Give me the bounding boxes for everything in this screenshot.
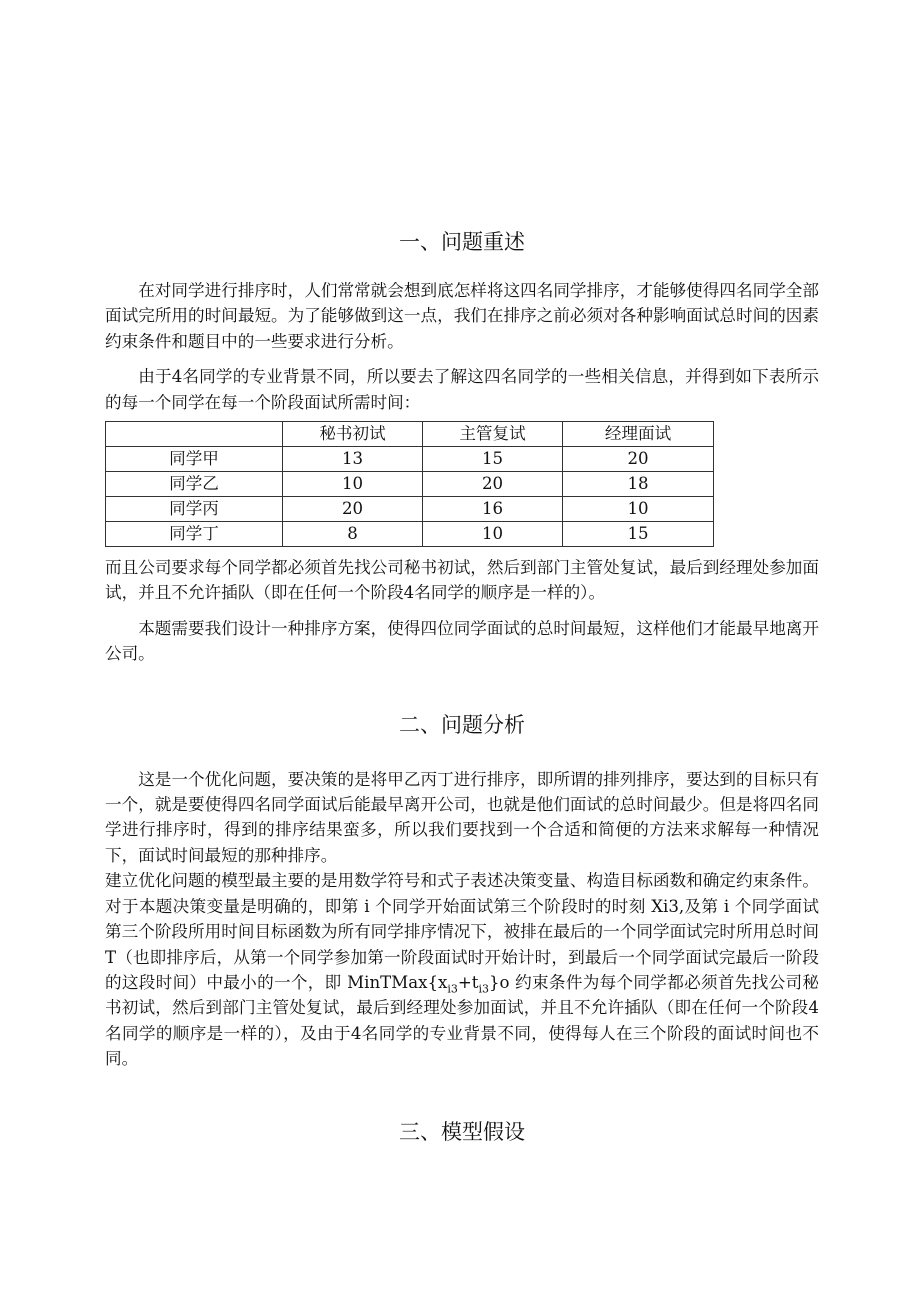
table-cell: 20 <box>423 472 563 497</box>
paragraph: 由于4名同学的专业背景不同，所以要去了解这四名同学的一些相关信息，并得到如下表所示的每一个同学在每一个阶段面试所需时间： <box>105 367 819 412</box>
table-row <box>106 447 714 472</box>
table-cell: 16 <box>423 497 563 522</box>
table-cell: 20 <box>563 447 714 472</box>
section-heading-1: 一、问题重述 <box>399 230 525 254</box>
text: }o 约束条件为每个同学都必须首先找公司秘书初试，然后到部门主管处复试，最后到经理处参加面试，并且不允许插队（即在任何一个阶段4名同学的顺序是一样的），及由于4名同学的专业背景不同，使得每人在三个阶段的面试时间也不同。 <box>105 972 819 1069</box>
table-header: 秘书初试 <box>283 422 423 447</box>
section-heading-2: 二、问题分析 <box>399 712 525 737</box>
paragraph: 本题需要我们设计一种排序方案，使得四位同学面试的总时间最短，这样他们才能最早地离开公司。 <box>105 618 819 664</box>
table-cell: 10 <box>283 472 423 497</box>
table-header: 主管复试 <box>423 422 563 447</box>
table-cell: 8 <box>283 522 423 547</box>
table-row <box>106 522 714 547</box>
table-header <box>106 422 283 447</box>
table-row <box>106 497 714 522</box>
table-cell: 15 <box>423 447 563 472</box>
paragraph <box>105 868 819 1071</box>
table-row <box>106 472 714 497</box>
table-header-row <box>106 422 714 447</box>
section-heading-3: 三、模型假设 <box>399 1119 525 1144</box>
table-cell: 同学甲 <box>106 447 283 472</box>
paragraph: 在对同学进行排序时，人们常常就会想到底怎样将这四名同学排序，才能够使得四名同学全部面试完所用的时间最短。为了能够做到这一点，我们在排序之前必须对各种影响面试总时间的因素约束条件和题目中的一些要求进行分析。 <box>105 281 819 351</box>
table-cell: 10 <box>563 497 714 522</box>
table-cell: 18 <box>563 472 714 497</box>
text: 建立优化问题的模型最主要的是用数学符号和式子表述决策变量、构造目标函数和确定约束条件。对于本题决策变量是明确的，即第 i 个同学开始面试第三个阶段时的时刻 Xi3,及第 i 个同学面试第三个阶段所用时间目标函数为所有同学排序情况下，被排在最后的一个同学面试完时所用总时间 T（也即排序后，从第一个同学参加第一阶段面试时开始计时，到最后一个同学面试完最后一阶段的这段时间）中最小的一个，即 MinTMax{x <box>105 871 819 992</box>
paragraph: 而且公司要求每个同学都必须首先找公司秘书初试，然后到部门主管处复试，最后到经理处参加面试，并且不允许插队（即在任何一个阶段4名同学的顺序是一样的）。 <box>105 558 819 603</box>
table-cell: 20 <box>283 497 423 522</box>
table-cell: 13 <box>283 447 423 472</box>
table-cell: 同学丁 <box>106 522 283 547</box>
table-cell: 10 <box>423 522 563 547</box>
table-header: 经理面试 <box>563 422 714 447</box>
text: +t <box>457 972 479 992</box>
table-cell: 同学丙 <box>106 497 283 522</box>
document-page <box>105 0 819 1146</box>
paragraph: 这是一个优化问题，要决策的是将甲乙丙丁进行排序，即所谓的排列排序，要达到的目标只有一个，就是要使得四名同学面试后能最早离开公司，也就是他们面试的总时间最少。但是将四名同学进行排序时，得到的排序结果蛮多，所以我们要找到一个合适和简便的方法来求解每一种情况下，面试时间最短的那种排序。 <box>105 769 819 865</box>
table-cell: 同学乙 <box>106 472 283 497</box>
subscript: i3 <box>447 982 458 996</box>
interview-time-table <box>105 421 714 547</box>
table-cell: 15 <box>563 522 714 547</box>
subscript: i3 <box>478 982 489 996</box>
